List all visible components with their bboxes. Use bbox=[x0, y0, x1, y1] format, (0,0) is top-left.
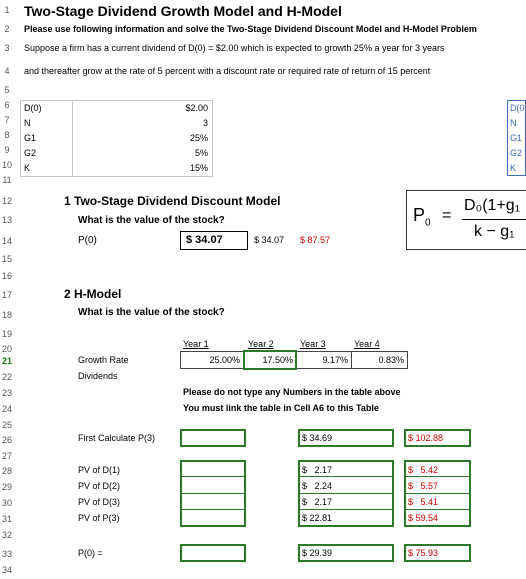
right-label-g1[interactable]: G1 bbox=[510, 133, 523, 143]
input-value-g1[interactable]: 25% bbox=[189, 133, 208, 143]
formula-denominator: k − g₁ bbox=[474, 223, 515, 240]
row-number[interactable]: 30 bbox=[1, 498, 12, 508]
formula-fraction-bar bbox=[462, 219, 526, 220]
pv-box-row-line bbox=[182, 509, 244, 510]
row-number[interactable]: 13 bbox=[1, 215, 12, 225]
row-number[interactable]: 34 bbox=[1, 565, 12, 575]
row-number[interactable]: 26 bbox=[1, 435, 12, 445]
pv-d1-label: PV of D(1) bbox=[78, 465, 121, 475]
problem-line-2: and thereafter grow at the rate of 5 percent with a discount rate or required rate of return of 15 percent bbox=[24, 66, 431, 76]
formula-equals: = bbox=[442, 207, 452, 224]
row-number[interactable]: 10 bbox=[1, 160, 12, 170]
section1-p0-second[interactable]: $ 34.07 bbox=[254, 235, 285, 245]
row-number[interactable]: 20 bbox=[1, 344, 12, 354]
year-2-header[interactable]: Year 2 bbox=[248, 339, 274, 349]
row-number[interactable]: 9 bbox=[4, 145, 10, 155]
formula-numerator: D₀(1+g₁ bbox=[464, 197, 521, 214]
input-column-divider bbox=[72, 100, 73, 176]
year-4-header[interactable]: Year 4 bbox=[354, 339, 380, 349]
row-number[interactable]: 28 bbox=[1, 466, 12, 476]
pv-p3-label: PV of P(3) bbox=[78, 513, 120, 523]
year-1-header[interactable]: Year 1 bbox=[183, 339, 209, 349]
row-number[interactable]: 19 bbox=[1, 329, 12, 339]
right-label-n[interactable]: N bbox=[510, 118, 517, 128]
section2-question: What is the value of the stock? bbox=[78, 307, 225, 318]
pv-p3-red: $ 59.54 bbox=[408, 513, 439, 523]
row-number[interactable]: 14 bbox=[1, 236, 12, 246]
input-table-border bbox=[20, 100, 21, 176]
row-number[interactable]: 22 bbox=[1, 372, 12, 382]
row-number[interactable]: 2 bbox=[4, 24, 10, 34]
note-line-2: You must link the table in Cell A6 to this Table bbox=[183, 403, 379, 413]
growth-cell-divider bbox=[351, 351, 352, 369]
pv-d3-label: PV of D(3) bbox=[78, 497, 121, 507]
input-value-g2[interactable]: 5% bbox=[194, 148, 208, 158]
row-number[interactable]: 33 bbox=[1, 549, 12, 559]
final-p0-red: $ 75.93 bbox=[408, 548, 439, 558]
row-number[interactable]: 17 bbox=[1, 290, 12, 300]
section1-p0-boxed-value: $ 34.07 bbox=[186, 234, 223, 246]
input-column-divider bbox=[212, 100, 213, 176]
pv-p3-value: $ 22.81 bbox=[302, 513, 333, 523]
row-number[interactable]: 29 bbox=[1, 482, 12, 492]
input-value-d0[interactable]: $2.00 bbox=[185, 103, 208, 113]
final-p0-label: P(0) = bbox=[78, 548, 103, 558]
input-label-g2[interactable]: G2 bbox=[24, 148, 37, 158]
row-number[interactable]: 6 bbox=[4, 100, 10, 110]
section1-p0-label: P(0) bbox=[78, 235, 97, 246]
pv-d2-red: $ 5.57 bbox=[408, 481, 439, 491]
input-label-k[interactable]: K bbox=[24, 163, 31, 173]
note-line-1: Please do not type any Numbers in the table above bbox=[183, 387, 401, 397]
growth-year-2[interactable]: 17.50% bbox=[262, 355, 293, 365]
row-number[interactable]: 15 bbox=[1, 254, 12, 264]
final-p0-value: $ 29.39 bbox=[302, 548, 333, 558]
pv-d3-value: $ 2.17 bbox=[302, 497, 333, 507]
first-calc-label: First Calculate P(3) bbox=[78, 433, 156, 443]
dividends-label: Dividends bbox=[78, 371, 118, 381]
row-number[interactable]: 23 bbox=[1, 388, 12, 398]
problem-line-1: Suppose a firm has a current dividend of D(0) = $2.00 which is expected to growth 25% a year for 3 years bbox=[24, 43, 445, 53]
final-p0-input-box-1[interactable] bbox=[180, 544, 246, 562]
row-number[interactable]: 25 bbox=[1, 420, 12, 430]
right-label-k[interactable]: K bbox=[510, 163, 517, 173]
instructions-text: Please use following information and solve the Two-Stage Dividend Discount Model and H-Model Problem bbox=[24, 24, 477, 34]
input-label-d0[interactable]: D(0) bbox=[24, 103, 42, 113]
pv-d2-value: $ 2.24 bbox=[302, 481, 333, 491]
row-number[interactable]: 24 bbox=[1, 404, 12, 414]
row-number[interactable]: 12 bbox=[1, 196, 12, 206]
row-number[interactable]: 4 bbox=[4, 66, 10, 76]
formula-lhs: $P_0$ bbox=[413, 205, 431, 229]
pv-box-row-line bbox=[182, 493, 244, 494]
row-number[interactable]: 18 bbox=[1, 310, 12, 320]
row-number[interactable]: 16 bbox=[1, 271, 12, 281]
section1-question: What is the value of the stock? bbox=[78, 215, 225, 226]
first-calc-value: $ 34.69 bbox=[302, 433, 333, 443]
row-number[interactable]: 27 bbox=[1, 451, 12, 461]
growth-rate-label: Growth Rate bbox=[78, 355, 129, 365]
row-number[interactable]: 31 bbox=[1, 514, 12, 524]
growth-year-3[interactable]: 9.17% bbox=[322, 355, 348, 365]
row-number[interactable]: 32 bbox=[1, 530, 12, 540]
right-label-g2[interactable]: G2 bbox=[510, 148, 523, 158]
row-number[interactable]: 5 bbox=[4, 85, 10, 95]
year-3-header[interactable]: Year 3 bbox=[300, 339, 326, 349]
pv-d1-value: $ 2.17 bbox=[302, 465, 333, 475]
row-number[interactable]: 8 bbox=[4, 130, 10, 140]
growth-year-1[interactable]: 25.00% bbox=[209, 355, 240, 365]
row-number[interactable]: 11 bbox=[2, 175, 12, 185]
input-value-k[interactable]: 15% bbox=[189, 163, 208, 173]
row-number[interactable]: 7 bbox=[4, 115, 10, 125]
pv-d1-red: $ 5.42 bbox=[408, 465, 439, 475]
row-number[interactable]: 3 bbox=[4, 43, 10, 53]
growth-year-4[interactable]: 0.83% bbox=[378, 355, 404, 365]
right-label-d0[interactable]: D(0 bbox=[510, 103, 525, 113]
pv-d3-red: $ 5.41 bbox=[408, 497, 439, 507]
first-calc-red: $ 102.88 bbox=[408, 433, 444, 443]
row-number[interactable]: 21 bbox=[1, 356, 12, 366]
input-label-g1[interactable]: G1 bbox=[24, 133, 37, 143]
section1-title: 1 Two-Stage Dividend Discount Model bbox=[64, 194, 281, 208]
row-number[interactable]: 1 bbox=[4, 5, 10, 15]
sheet-title: Two-Stage Dividend Growth Model and H-Model bbox=[24, 3, 342, 19]
first-calc-input-box-1[interactable] bbox=[180, 429, 246, 447]
pv-box-row-line bbox=[182, 476, 244, 477]
section1-p0-red[interactable]: $ 87.57 bbox=[300, 235, 331, 245]
section2-title: 2 H-Model bbox=[64, 287, 122, 301]
input-value-n[interactable]: 3 bbox=[202, 118, 208, 128]
pv-d2-label: PV of D(2) bbox=[78, 481, 121, 491]
input-label-n[interactable]: N bbox=[24, 118, 31, 128]
